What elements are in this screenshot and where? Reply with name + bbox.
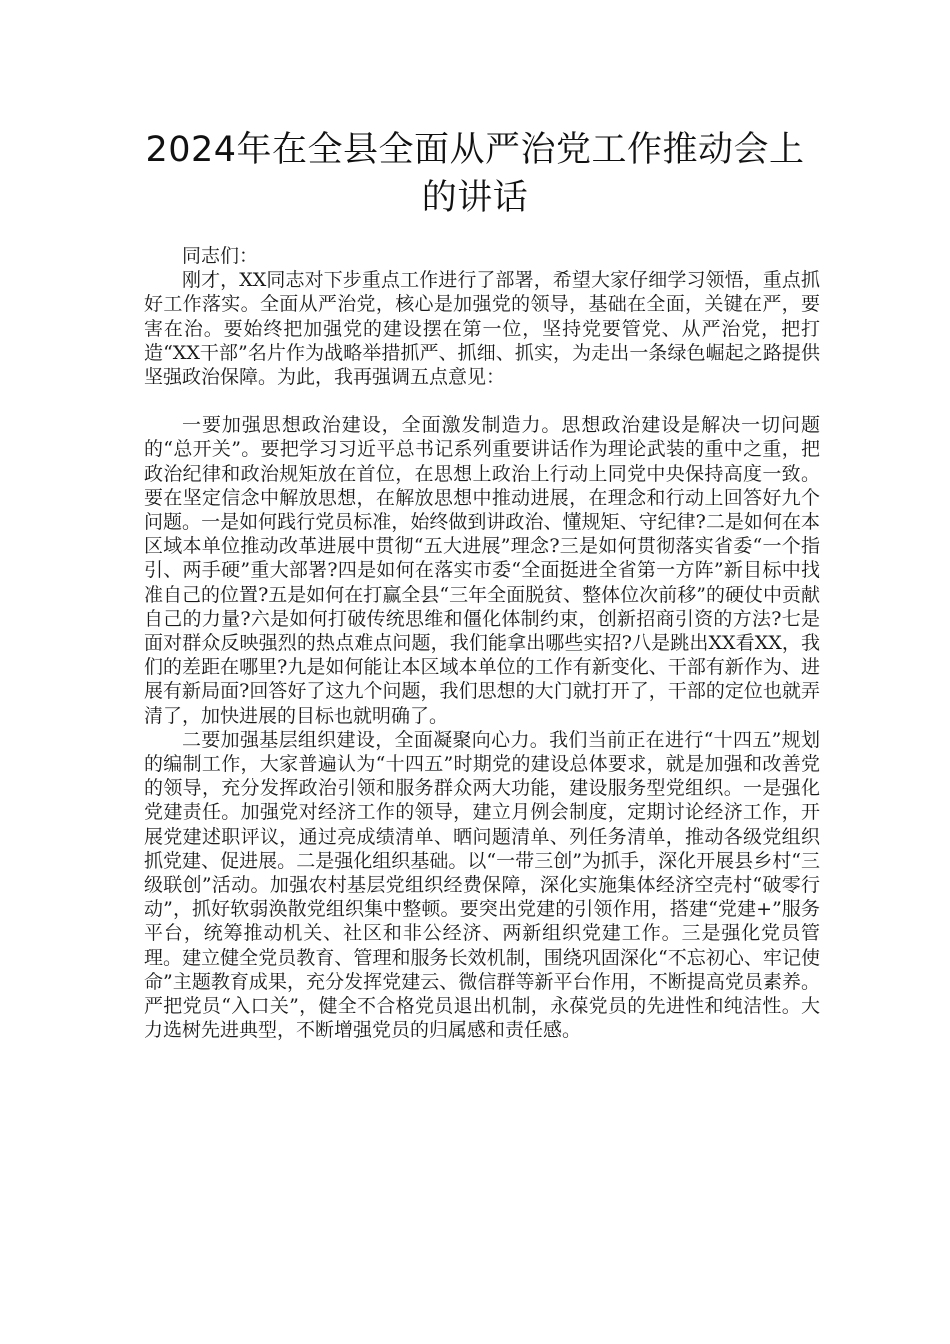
paragraph-point-two: 二要加强基层组织建设，全面凝聚向心力。我们当前正在进行“十四五”规划的编制工作，大家普遍认为“十四五”时期党的建设总体要求，就是加强和改善党的领导，充分发挥政治引领和服务群众两大功能，建设服务型党组织。一是强化党建责任。加强党对经济工作的领导，建立月例会制度，定期讨论经济工作，开展党建述职评议，通过亮成绩清单、晒问题清单、列任务清单，推动各级党组织抓党建、促进展。二是强化组织基础。以“一带三创”为抓手，深化开展县乡村“三级联创”活动。加强农村基层党组织经费保障，深化实施集体经济空壳村“破零行动”，抓好软弱涣散党组织集中整顿。要突出党建的引领作用，搭建“党建+”服务平台，统筹推动机关、社区和非公经济、两新组织党建工作。三是强化党员管理。建立健全党员教育、管理和服务长效机制，围绕巩固深化“不忘初心、牢记使命”主题教育成果，充分发挥党建云、微信群等新平台作用，不断提高党员素养。严把党员“入口关”，健全不合格党员退出机制，永葆党员的先进性和纯洁性。大力选树先进典型，不断增强党员的归属感和责任感。 xyxy=(144,728,820,1042)
paragraph-intro: 刚才，XX同志对下步重点工作进行了部署，希望大家仔细学习领悟，重点抓好工作落实。全面从严治党，核心是加强党的领导，基础在全面，关键在严，要害在治。要始终把加强党的建设摆在第一位，坚持党要管党、从严治党，把打造“XX干部”名片作为战略举措抓严、抓细、抓实，为走出一条绿色崛起之路提供坚强政治保障。为此，我再强调五点意见： xyxy=(144,269,820,389)
paragraph-point-one: 一要加强思想政治建设，全面激发制造力。思想政治建设是解决一切问题的“总开关”。要把学习习近平总书记系列重要讲话作为理论武装的重中之重，把政治纪律和政治规矩放在首位，在思想上政治上行动上同党中央保持高度一致。要在坚定信念中解放思想，在解放思想中推动进展，在理念和行动上回答好九个问题。一是如何践行党员标准，始终做到讲政治、懂规矩、守纪律?二是如何在本区域本单位推动改革进展中贯彻“五大进展”理念?三是如何贯彻落实省委“一个指引、两手硬”重大部署?四是如何在落实市委“全面挺进全省第一方阵”新目标中找准自己的位置?五是如何在打赢全县“三年全面脱贫、整体位次前移”的硬仗中贡献自己的力量?六是如何打破传统思维和僵化体制约束，创新招商引资的方法?七是面对群众反映强烈的热点难点问题，我们能拿出哪些实招?八是跳出XX看XX，我们的差距在哪里?九是如何能让本区域本单位的工作有新变化、干部有新作为、进展有新局面?回答好了这九个问题，我们思想的大门就打开了，干部的定位也就弄清了，加快进展的目标也就明确了。 xyxy=(144,414,820,727)
salutation: 同志们： xyxy=(182,245,259,267)
document-title: 2024年在全县全面从严治党工作推动会上的讲话 xyxy=(145,130,805,218)
document-body xyxy=(144,244,820,1043)
